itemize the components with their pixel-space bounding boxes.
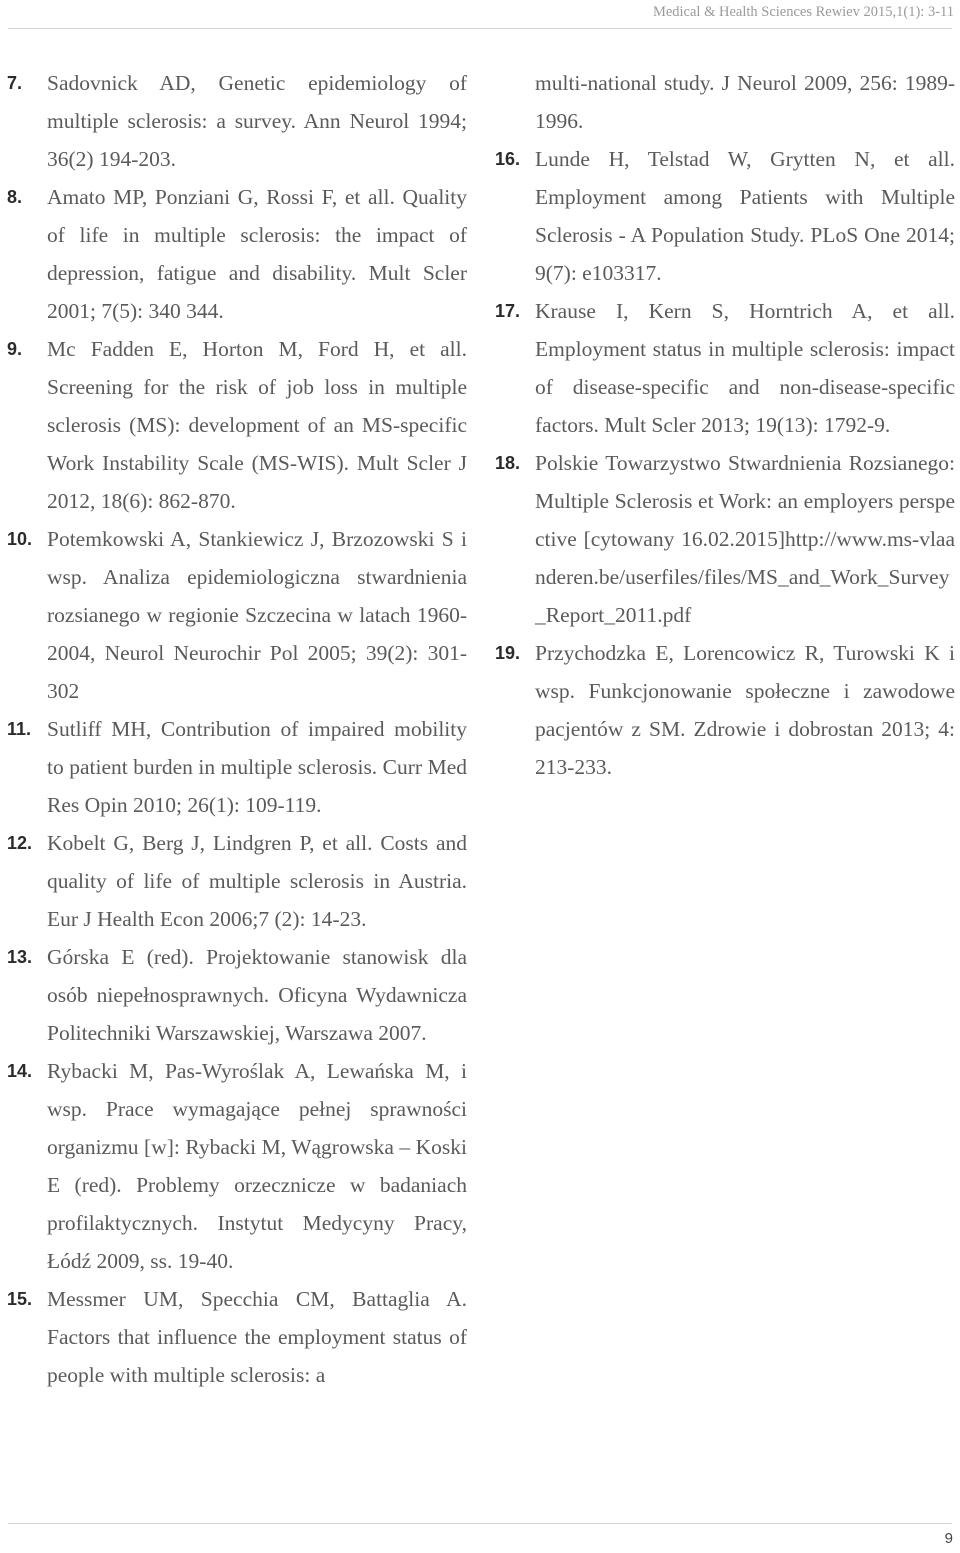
reference-text: Potemkowski A, Stankiewicz J, Brzozowski S i wsp. Analiza epidemiologiczna stwardnienia rozsianego w regionie Szczecina w latach 1960-2004, Neurol Neurochir Pol 2005; 39(2): 301-302	[47, 527, 467, 703]
reference-number: 12.	[7, 833, 33, 853]
reference-item	[7, 520, 467, 710]
reference-number: 18.	[495, 453, 521, 473]
reference-item	[7, 824, 467, 938]
reference-number: 19.	[495, 643, 521, 663]
reference-number: 16.	[495, 149, 521, 169]
reference-text: Kobelt G, Berg J, Lindgren P, et all. Costs and quality of life of multiple sclerosis in Austria. Eur J Health Econ 2006;7 (2): 14-23.	[47, 831, 467, 931]
reference-item	[7, 710, 467, 824]
running-header: Medical & Health Sciences Rewiev 2015,1(1): 3-11	[652, 4, 954, 20]
reference-number: 11.	[7, 719, 32, 739]
reference-item	[7, 178, 467, 330]
reference-number: 8.	[7, 187, 23, 207]
reference-item	[495, 634, 955, 786]
reference-text: Sadovnick AD, Genetic epidemiology of multiple sclerosis: a survey. Ann Neurol 1994; 36(2) 194-203.	[47, 71, 467, 171]
references-left-column	[7, 64, 467, 1394]
footer-divider	[8, 1523, 952, 1524]
reference-item	[7, 64, 467, 178]
reference-item	[7, 938, 467, 1052]
reference-text: Messmer UM, Specchia CM, Battaglia A. Factors that influence the employment status of people with multiple sclerosis: a	[47, 1287, 467, 1387]
reference-item	[7, 330, 467, 520]
reference-text: Sutliff MH, Contribution of impaired mobility to patient burden in multiple sclerosis. Curr Med Res Opin 2010; 26(1): 109-119.	[47, 717, 467, 817]
reference-item	[7, 1052, 467, 1280]
reference-text: Przychodzka E, Lorencowicz R, Turowski K i wsp. Funkcjonowanie społeczne i zawodowe pacjentów z SM. Zdrowie i dobrostan 2013; 4: 213-233.	[535, 641, 955, 779]
reference-continuation	[495, 64, 955, 140]
reference-text: multi-national study. J Neurol 2009, 256: 1989-1996.	[535, 71, 955, 133]
header-divider	[8, 28, 952, 29]
page-number: 9	[944, 1530, 953, 1547]
reference-text: Mc Fadden E, Horton M, Ford H, et all. Screening for the risk of job loss in multiple sclerosis (MS): development of an MS-specific Work Instability Scale (MS-WIS). Mult Scler J 2012, 18(6): 862-870.	[47, 337, 467, 513]
reference-text: Krause I, Kern S, Horntrich A, et all. Employment status in multiple sclerosis: impact of disease-specific and non-disease-specific factors. Mult Scler 2013; 19(13): 1792-9.	[535, 299, 955, 437]
reference-number: 7.	[7, 73, 23, 93]
reference-number: 9.	[7, 339, 23, 359]
reference-number: 15.	[7, 1289, 33, 1309]
reference-text: Amato MP, Ponziani G, Rossi F, et all. Quality of life in multiple sclerosis: the impact of depression, fatigue and disability. Mult Scler 2001; 7(5): 340 344.	[47, 185, 467, 323]
reference-item	[7, 1280, 467, 1394]
reference-number: 14.	[7, 1061, 33, 1081]
reference-item	[495, 140, 955, 292]
reference-text: Lunde H, Telstad W, Grytten N, et all. Employment among Patients with Multiple Sclerosis - A Population Study. PLoS One 2014; 9(7): e103317.	[535, 147, 955, 285]
reference-number: 10.	[7, 529, 33, 549]
reference-text: Rybacki M, Pas-Wyroślak A, Lewańska M, i wsp. Prace wymagające pełnej sprawności organizmu [w]: Rybacki M, Wągrowska – Koski E (red). Problemy orzecznicze w badaniach profilaktycznych. Instytut Medycyny Pracy, Łódź 2009, ss. 19-40.	[47, 1059, 467, 1273]
reference-number: 17.	[495, 301, 521, 321]
references-right-column	[495, 64, 955, 786]
reference-number: 13.	[7, 947, 33, 967]
reference-item	[495, 292, 955, 444]
reference-item	[495, 444, 955, 634]
reference-text: Polskie Towarzystwo Stwardnienia Rozsianego: Multiple Sclerosis et Work: an employers perspective [cytowany 16.02.2015]http://www.ms-vlaanderen.be/userfiles/files/MS_and_Work_Survey_Report_2011.pdf	[535, 451, 955, 627]
reference-text: Górska E (red). Projektowanie stanowisk dla osób niepełnosprawnych. Oficyna Wydawnicza Politechniki Warszawskiej, Warszawa 2007.	[47, 945, 467, 1045]
